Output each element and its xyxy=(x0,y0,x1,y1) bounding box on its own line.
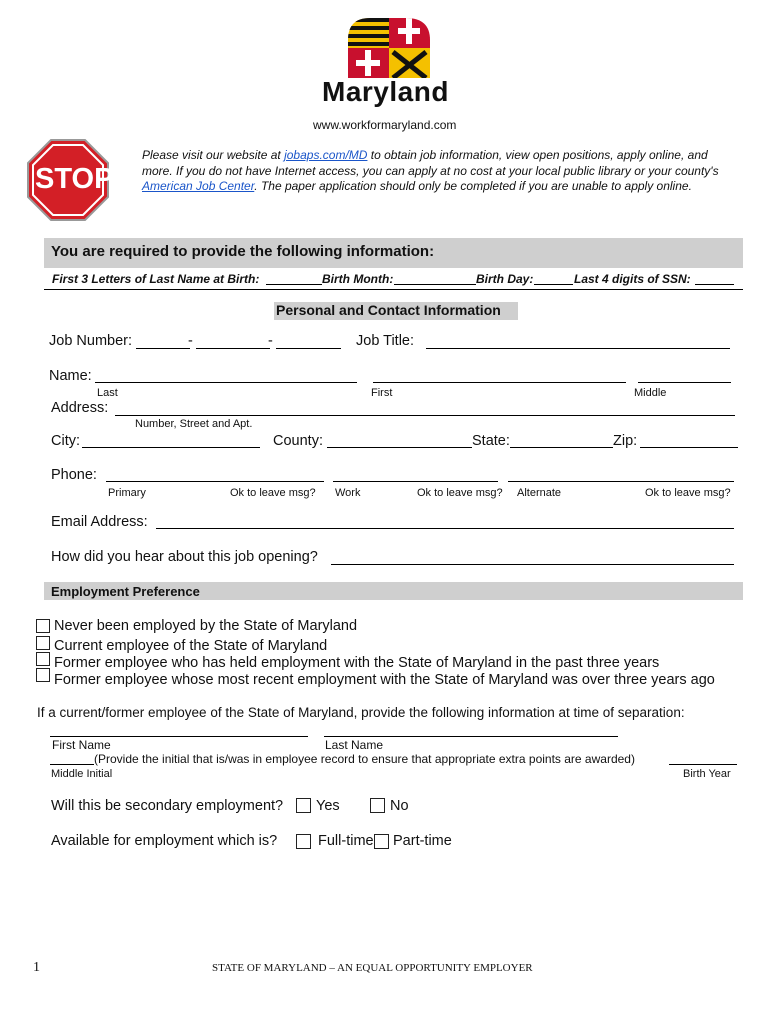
alternate-phone-field[interactable] xyxy=(508,481,734,482)
hear-field[interactable] xyxy=(331,564,734,565)
last3-label: First 3 Letters of Last Name at Birth: xyxy=(52,272,260,286)
american-job-center-link[interactable]: American Job Center xyxy=(142,179,255,193)
middle-name-field[interactable] xyxy=(638,382,731,383)
secondary-question: Will this be secondary employment? xyxy=(51,798,284,814)
former-recent-label: Former employee who has held employment with the State of Maryland in the past three years xyxy=(54,655,660,671)
job-title-label: Job Title: xyxy=(356,333,415,349)
middle-initial-caption: Middle Initial xyxy=(51,768,113,780)
address-field[interactable] xyxy=(115,415,735,416)
work-ok-caption: Ok to leave msg? xyxy=(417,487,503,499)
full-time-checkbox[interactable] xyxy=(296,834,311,849)
stop-sign-icon xyxy=(26,138,114,222)
part-time-label: Part-time xyxy=(393,833,452,849)
city-label: City: xyxy=(51,433,80,449)
secondary-yes-checkbox[interactable] xyxy=(296,798,311,813)
last-name-caption: Last Name xyxy=(325,738,384,752)
notice-text-1: Please visit our website at xyxy=(142,148,285,162)
last-caption: Last xyxy=(97,387,118,399)
street-caption: Number, Street and Apt. xyxy=(135,418,253,430)
separation-first-name-field[interactable] xyxy=(50,736,308,737)
county-field[interactable] xyxy=(327,447,472,448)
ssn-field[interactable] xyxy=(695,284,734,285)
middle-caption: Middle xyxy=(634,387,667,399)
former-over-three-checkbox[interactable] xyxy=(36,668,50,682)
initial-note: (Provide the initial that is/was in employee record to ensure that appropriate extra points are awarded) xyxy=(94,752,635,766)
ssn-label: Last 4 digits of SSN: xyxy=(574,272,691,286)
job-number-field-3[interactable] xyxy=(276,348,341,349)
never-employed-label: Never been employed by the State of Maryland xyxy=(54,618,358,634)
birth-day-label: Birth Day: xyxy=(476,272,534,286)
middle-initial-field[interactable] xyxy=(50,764,94,765)
zip-field[interactable] xyxy=(640,447,738,448)
former-recent-checkbox[interactable] xyxy=(36,652,50,666)
address-label: Address: xyxy=(51,400,109,416)
notice-paragraph xyxy=(142,148,740,195)
jobaps-link[interactable]: jobaps.com/MD xyxy=(284,148,368,162)
current-employee-label: Current employee of the State of Maryland xyxy=(54,638,328,654)
primary-caption: Primary xyxy=(108,487,146,499)
separation-last-name-field[interactable] xyxy=(324,736,618,737)
state-label: State: xyxy=(472,433,510,449)
birth-year-field[interactable] xyxy=(669,764,737,765)
maryland-logo xyxy=(318,14,458,106)
phone-label: Phone: xyxy=(51,467,97,483)
full-time-label: Full-time xyxy=(318,833,374,849)
job-number-dash-2: - xyxy=(268,333,273,349)
secondary-no-checkbox[interactable] xyxy=(370,798,385,813)
page-number: 1 xyxy=(33,960,40,975)
work-phone-field[interactable] xyxy=(333,481,498,482)
alternate-caption: Alternate xyxy=(517,487,562,499)
availability-question: Available for employment which is? xyxy=(51,833,278,849)
never-employed-checkbox[interactable] xyxy=(36,619,50,633)
current-employee-checkbox[interactable] xyxy=(36,636,50,650)
zip-label: Zip: xyxy=(613,433,638,449)
job-number-label: Job Number: xyxy=(49,333,133,349)
job-number-dash-1: - xyxy=(188,333,193,349)
separation-note: If a current/former employee of the State of Maryland, provide the following information at time of separation: xyxy=(37,705,685,720)
secondary-yes-label: Yes xyxy=(316,798,340,814)
email-label: Email Address: xyxy=(51,514,148,530)
birth-month-field[interactable] xyxy=(394,284,476,285)
employment-heading: Employment Preference xyxy=(51,584,200,599)
maryland-wordmark: Maryland xyxy=(322,76,449,107)
first-caption: First xyxy=(371,387,393,399)
required-underline xyxy=(44,289,743,290)
county-label: County: xyxy=(273,433,323,449)
stop-sign-text: STOP xyxy=(35,163,114,195)
city-field[interactable] xyxy=(82,447,260,448)
job-number-field-1[interactable] xyxy=(136,348,190,349)
secondary-no-label: No xyxy=(390,798,409,814)
first-name-field[interactable] xyxy=(373,382,626,383)
birth-year-caption: Birth Year xyxy=(683,768,731,780)
name-label: Name: xyxy=(49,368,92,384)
primary-ok-caption: Ok to leave msg? xyxy=(230,487,316,499)
job-title-field[interactable] xyxy=(426,348,730,349)
first-name-caption: First Name xyxy=(52,738,111,752)
former-over-three-label: Former employee whose most recent employment with the State of Maryland was over three years ago xyxy=(54,672,715,688)
footer-text: STATE OF MARYLAND – AN EQUAL OPPORTUNITY EMPLOYER xyxy=(212,962,533,974)
last-name-field[interactable] xyxy=(95,382,357,383)
birth-day-field[interactable] xyxy=(534,284,573,285)
work-caption: Work xyxy=(335,487,361,499)
job-number-field-2[interactable] xyxy=(196,348,270,349)
primary-phone-field[interactable] xyxy=(106,481,324,482)
notice-text-2: to obtain job information, view open positions, apply online, and more. If you do not have Internet access, you can apply at no cost at your local public library or your county's xyxy=(142,148,719,178)
maryland-flag-icon xyxy=(318,14,458,80)
email-field[interactable] xyxy=(156,528,734,529)
website-url[interactable]: www.workformaryland.com xyxy=(313,118,457,132)
state-field[interactable] xyxy=(510,447,613,448)
part-time-checkbox[interactable] xyxy=(374,834,389,849)
notice-text-3: . The paper application should only be completed if you are unable to apply online. xyxy=(254,179,692,193)
required-info-heading: You are required to provide the following information: xyxy=(51,243,435,260)
personal-heading: Personal and Contact Information xyxy=(276,302,501,318)
hear-label: How did you hear about this job opening? xyxy=(51,549,318,565)
birth-month-label: Birth Month: xyxy=(322,272,394,286)
alternate-ok-caption: Ok to leave msg? xyxy=(645,487,731,499)
last3-field[interactable] xyxy=(266,284,322,285)
